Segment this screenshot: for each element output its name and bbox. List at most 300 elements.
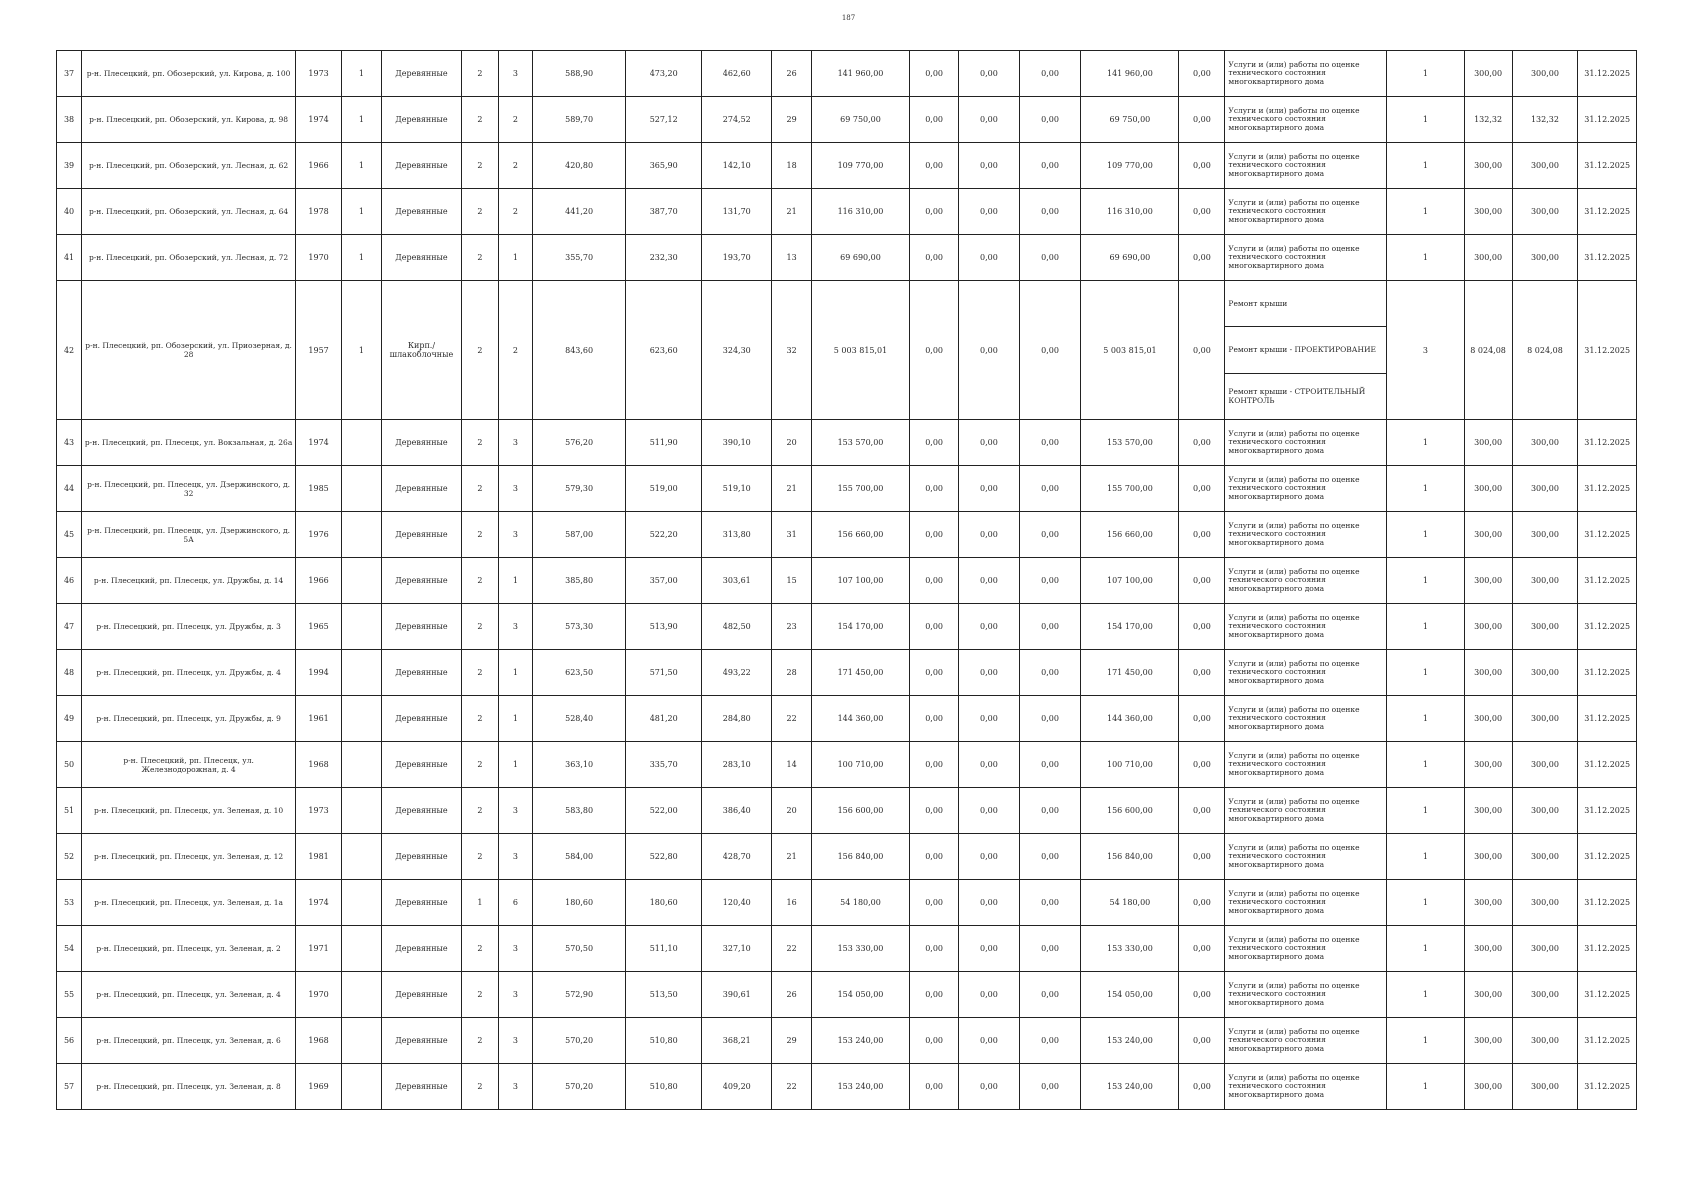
- cell-units: 1: [1387, 1064, 1464, 1110]
- cell-regional-budget: 0,00: [959, 97, 1020, 143]
- cell-total-area: 385,80: [533, 558, 626, 604]
- table-row: [57, 880, 1637, 926]
- cell-house-type: [342, 972, 382, 1018]
- cell-wall-material: Деревянные: [381, 143, 461, 189]
- cell-local-budget: 0,00: [1019, 926, 1081, 972]
- cell-residents-count: 21: [772, 466, 812, 512]
- cell-living-area: 511,10: [626, 926, 702, 972]
- cell-entrances-count: 2: [498, 281, 532, 420]
- cell-private-area: 142,10: [702, 143, 772, 189]
- cell-address: р-н. Плесецкий, рп. Плесецк, ул. Зеленая, д. 6: [82, 1018, 296, 1064]
- cell-works: Услуги и (или) работы по оценке технического состояния многоквартирного дома: [1225, 972, 1387, 1018]
- cell-cost-total: 5 003 815,01: [811, 281, 909, 420]
- cell-regional-budget: 0,00: [959, 420, 1020, 466]
- cell-wall-material: Деревянные: [381, 512, 461, 558]
- cell-fund-support: 0,00: [910, 1018, 959, 1064]
- cell-deadline: 31.12.2025: [1578, 512, 1637, 558]
- cell-other-sources: 0,00: [1179, 143, 1225, 189]
- cell-address: р-н. Плесецкий, рп. Плесецк, ул. Зеленая, д. 10: [82, 788, 296, 834]
- cell-regional-budget: 0,00: [959, 834, 1020, 880]
- cell-wall-material: Деревянные: [381, 51, 461, 97]
- cell-max-unit-cost: 8 024,08: [1512, 281, 1578, 420]
- cell-deadline: 31.12.2025: [1578, 51, 1637, 97]
- cell-residents-count: 29: [772, 97, 812, 143]
- cell-owners-funds: 154 170,00: [1081, 604, 1179, 650]
- cell-regional-budget: 0,00: [959, 880, 1020, 926]
- cell-cost-total: 141 960,00: [811, 51, 909, 97]
- cell-wall-material: Деревянные: [381, 742, 461, 788]
- cell-private-area: 303,61: [702, 558, 772, 604]
- cell-cost-total: 156 840,00: [811, 834, 909, 880]
- cell-private-area: 462,60: [702, 51, 772, 97]
- cell-address: р-н. Плесецкий, рп. Плесецк, ул. Дружбы, д. 3: [82, 604, 296, 650]
- cell-fund-support: 0,00: [910, 972, 959, 1018]
- cell-private-area: 274,52: [702, 97, 772, 143]
- cell-works: Услуги и (или) работы по оценке технического состояния многоквартирного дома: [1225, 696, 1387, 742]
- cell-living-area: 357,00: [626, 558, 702, 604]
- cell-house-type: 1: [342, 97, 382, 143]
- cell-house-type: [342, 834, 382, 880]
- cell-total-area: 572,90: [533, 972, 626, 1018]
- cell-deadline: 31.12.2025: [1578, 189, 1637, 235]
- cell-other-sources: 0,00: [1179, 604, 1225, 650]
- cell-unit-cost: 300,00: [1464, 143, 1512, 189]
- table-row: [57, 51, 1637, 97]
- table-row: [57, 1064, 1637, 1110]
- cell-total-area: 843,60: [533, 281, 626, 420]
- cell-fund-support: 0,00: [910, 834, 959, 880]
- cell-house-type: [342, 512, 382, 558]
- cell-house-type: 1: [342, 51, 382, 97]
- cell-cost-total: 100 710,00: [811, 742, 909, 788]
- cell-private-area: 313,80: [702, 512, 772, 558]
- cell-unit-cost: 300,00: [1464, 742, 1512, 788]
- cell-owners-funds: 107 100,00: [1081, 558, 1179, 604]
- cell-units: 1: [1387, 926, 1464, 972]
- cell-total-area: 573,30: [533, 604, 626, 650]
- cell-units: 1: [1387, 1018, 1464, 1064]
- cell-other-sources: 0,00: [1179, 696, 1225, 742]
- cell-other-sources: 0,00: [1179, 1018, 1225, 1064]
- cell-units: 1: [1387, 742, 1464, 788]
- cell-total-area: 589,70: [533, 97, 626, 143]
- cell-entrances-count: 1: [498, 696, 532, 742]
- cell-deadline: 31.12.2025: [1578, 834, 1637, 880]
- cell-wall-material: Деревянные: [381, 650, 461, 696]
- cell-house-type: [342, 880, 382, 926]
- cell-residents-count: 31: [772, 512, 812, 558]
- cell-living-area: 522,00: [626, 788, 702, 834]
- cell-max-unit-cost: 300,00: [1512, 143, 1578, 189]
- cell-works: [1225, 281, 1387, 420]
- cell-living-area: 510,80: [626, 1018, 702, 1064]
- cell-works: Услуги и (или) работы по оценке технического состояния многоквартирного дома: [1225, 650, 1387, 696]
- cell-fund-support: 0,00: [910, 143, 959, 189]
- cell-floors-count: 2: [462, 466, 499, 512]
- cell-units: 1: [1387, 420, 1464, 466]
- cell-max-unit-cost: 300,00: [1512, 1018, 1578, 1064]
- cell-residents-count: 23: [772, 604, 812, 650]
- cell-deadline: 31.12.2025: [1578, 420, 1637, 466]
- cell-works: Услуги и (или) работы по оценке технического состояния многоквартирного дома: [1225, 834, 1387, 880]
- cell-fund-support: 0,00: [910, 558, 959, 604]
- cell-works: Услуги и (или) работы по оценке технического состояния многоквартирного дома: [1225, 189, 1387, 235]
- cell-other-sources: 0,00: [1179, 834, 1225, 880]
- cell-wall-material: Деревянные: [381, 604, 461, 650]
- cell-deadline: 31.12.2025: [1578, 926, 1637, 972]
- cell-row-number: 40: [57, 189, 82, 235]
- cell-max-unit-cost: 300,00: [1512, 696, 1578, 742]
- cell-wall-material: Кирп./шлакоблочные: [381, 281, 461, 420]
- cell-year-built: 1974: [296, 420, 342, 466]
- cell-units: 1: [1387, 97, 1464, 143]
- cell-year-built: 1978: [296, 189, 342, 235]
- cell-cost-total: 144 360,00: [811, 696, 909, 742]
- table-row: [57, 143, 1637, 189]
- cell-residents-count: 14: [772, 742, 812, 788]
- cell-cost-total: 154 170,00: [811, 604, 909, 650]
- cell-row-number: 43: [57, 420, 82, 466]
- cell-house-type: 1: [342, 143, 382, 189]
- cell-other-sources: 0,00: [1179, 420, 1225, 466]
- cell-total-area: 576,20: [533, 420, 626, 466]
- cell-regional-budget: 0,00: [959, 926, 1020, 972]
- table-row: [57, 420, 1637, 466]
- cell-local-budget: 0,00: [1019, 650, 1081, 696]
- cell-regional-budget: 0,00: [959, 742, 1020, 788]
- cell-entrances-count: 1: [498, 650, 532, 696]
- cell-unit-cost: 300,00: [1464, 696, 1512, 742]
- cell-year-built: 1961: [296, 696, 342, 742]
- cell-fund-support: 0,00: [910, 696, 959, 742]
- cell-regional-budget: 0,00: [959, 466, 1020, 512]
- cell-regional-budget: 0,00: [959, 235, 1020, 281]
- cell-regional-budget: 0,00: [959, 558, 1020, 604]
- cell-other-sources: 0,00: [1179, 51, 1225, 97]
- cell-regional-budget: 0,00: [959, 512, 1020, 558]
- cell-wall-material: Деревянные: [381, 558, 461, 604]
- cell-unit-cost: 132,32: [1464, 97, 1512, 143]
- cell-private-area: 193,70: [702, 235, 772, 281]
- cell-max-unit-cost: 300,00: [1512, 512, 1578, 558]
- cell-unit-cost: 300,00: [1464, 420, 1512, 466]
- cell-owners-funds: 153 240,00: [1081, 1018, 1179, 1064]
- cell-wall-material: Деревянные: [381, 972, 461, 1018]
- cell-entrances-count: 3: [498, 972, 532, 1018]
- cell-living-area: 180,60: [626, 880, 702, 926]
- table-row: [57, 604, 1637, 650]
- cell-address: р-н. Плесецкий, рп. Плесецк, ул. Зеленая, д. 8: [82, 1064, 296, 1110]
- cell-units: 1: [1387, 558, 1464, 604]
- cell-owners-funds: 141 960,00: [1081, 51, 1179, 97]
- cell-private-area: 324,30: [702, 281, 772, 420]
- cell-other-sources: 0,00: [1179, 972, 1225, 1018]
- cell-residents-count: 22: [772, 696, 812, 742]
- cell-house-type: [342, 558, 382, 604]
- cell-max-unit-cost: 300,00: [1512, 972, 1578, 1018]
- cell-entrances-count: 3: [498, 926, 532, 972]
- cell-regional-budget: 0,00: [959, 51, 1020, 97]
- cell-cost-total: 156 600,00: [811, 788, 909, 834]
- cell-units: 1: [1387, 512, 1464, 558]
- cell-residents-count: 15: [772, 558, 812, 604]
- cell-cost-total: 109 770,00: [811, 143, 909, 189]
- cell-residents-count: 28: [772, 650, 812, 696]
- cell-works: Услуги и (или) работы по оценке технического состояния многоквартирного дома: [1225, 742, 1387, 788]
- cell-wall-material: Деревянные: [381, 788, 461, 834]
- cell-living-area: 335,70: [626, 742, 702, 788]
- cell-entrances-count: 3: [498, 51, 532, 97]
- cell-max-unit-cost: 300,00: [1512, 51, 1578, 97]
- cell-max-unit-cost: 300,00: [1512, 926, 1578, 972]
- cell-residents-count: 22: [772, 926, 812, 972]
- cell-fund-support: 0,00: [910, 281, 959, 420]
- cell-max-unit-cost: 300,00: [1512, 189, 1578, 235]
- cell-year-built: 1974: [296, 97, 342, 143]
- cell-total-area: 570,20: [533, 1018, 626, 1064]
- cell-floors-count: 2: [462, 604, 499, 650]
- cell-year-built: 1973: [296, 51, 342, 97]
- cell-house-type: 1: [342, 189, 382, 235]
- cell-fund-support: 0,00: [910, 466, 959, 512]
- cell-regional-budget: 0,00: [959, 1018, 1020, 1064]
- cell-row-number: 46: [57, 558, 82, 604]
- page-number: 187: [841, 14, 856, 22]
- cell-max-unit-cost: 132,32: [1512, 97, 1578, 143]
- cell-fund-support: 0,00: [910, 650, 959, 696]
- cell-private-area: 482,50: [702, 604, 772, 650]
- cell-year-built: 1976: [296, 512, 342, 558]
- cell-wall-material: Деревянные: [381, 189, 461, 235]
- table-row: [57, 97, 1637, 143]
- cell-owners-funds: 153 570,00: [1081, 420, 1179, 466]
- cell-year-built: 1968: [296, 1018, 342, 1064]
- cell-other-sources: 0,00: [1179, 466, 1225, 512]
- cell-private-area: 120,40: [702, 880, 772, 926]
- work-item: Ремонт крыши - ПРОЕКТИРОВАНИЕ: [1225, 327, 1386, 373]
- cell-residents-count: 29: [772, 1018, 812, 1064]
- cell-row-number: 54: [57, 926, 82, 972]
- table-row: [57, 696, 1637, 742]
- cell-fund-support: 0,00: [910, 235, 959, 281]
- cell-cost-total: 69 750,00: [811, 97, 909, 143]
- cell-max-unit-cost: 300,00: [1512, 604, 1578, 650]
- cell-wall-material: Деревянные: [381, 696, 461, 742]
- cell-floors-count: 2: [462, 235, 499, 281]
- cell-address: р-н. Плесецкий, рп. Обозерский, ул. Лесная, д. 72: [82, 235, 296, 281]
- cell-address: р-н. Плесецкий, рп. Плесецк, ул. Дружбы, д. 4: [82, 650, 296, 696]
- cell-year-built: 1957: [296, 281, 342, 420]
- cell-works: Услуги и (или) работы по оценке технического состояния многоквартирного дома: [1225, 1018, 1387, 1064]
- cell-row-number: 45: [57, 512, 82, 558]
- cell-entrances-count: 3: [498, 604, 532, 650]
- cell-local-budget: 0,00: [1019, 143, 1081, 189]
- table-row: [57, 512, 1637, 558]
- cell-local-budget: 0,00: [1019, 604, 1081, 650]
- cell-living-area: 473,20: [626, 51, 702, 97]
- cell-private-area: 283,10: [702, 742, 772, 788]
- cell-address: р-н. Плесецкий, рп. Обозерский, ул. Кирова, д. 100: [82, 51, 296, 97]
- cell-units: 1: [1387, 51, 1464, 97]
- cell-owners-funds: 100 710,00: [1081, 742, 1179, 788]
- cell-local-budget: 0,00: [1019, 558, 1081, 604]
- cell-cost-total: 107 100,00: [811, 558, 909, 604]
- cell-address: р-н. Плесецкий, рп. Плесецк, ул. Зеленая, д. 4: [82, 972, 296, 1018]
- cell-works: Услуги и (или) работы по оценке технического состояния многоквартирного дома: [1225, 420, 1387, 466]
- cell-unit-cost: 300,00: [1464, 926, 1512, 972]
- cell-total-area: 588,90: [533, 51, 626, 97]
- cell-owners-funds: 156 660,00: [1081, 512, 1179, 558]
- cell-max-unit-cost: 300,00: [1512, 880, 1578, 926]
- cell-house-type: [342, 1018, 382, 1064]
- cell-house-type: [342, 926, 382, 972]
- table-row: [57, 281, 1637, 420]
- cell-floors-count: 2: [462, 420, 499, 466]
- cell-address: р-н. Плесецкий, рп. Обозерский, ул. Кирова, д. 98: [82, 97, 296, 143]
- cell-other-sources: 0,00: [1179, 650, 1225, 696]
- cell-local-budget: 0,00: [1019, 696, 1081, 742]
- cell-private-area: 390,61: [702, 972, 772, 1018]
- cell-year-built: 1971: [296, 926, 342, 972]
- cell-deadline: 31.12.2025: [1578, 788, 1637, 834]
- table-row: [57, 926, 1637, 972]
- cell-total-area: 579,30: [533, 466, 626, 512]
- cell-regional-budget: 0,00: [959, 189, 1020, 235]
- cell-living-area: 365,90: [626, 143, 702, 189]
- cell-private-area: 327,10: [702, 926, 772, 972]
- cell-fund-support: 0,00: [910, 51, 959, 97]
- cell-entrances-count: 3: [498, 1064, 532, 1110]
- cell-year-built: 1974: [296, 880, 342, 926]
- cell-residents-count: 21: [772, 189, 812, 235]
- cell-address: р-н. Плесецкий, рп. Обозерский, ул. Лесная, д. 62: [82, 143, 296, 189]
- cell-deadline: 31.12.2025: [1578, 972, 1637, 1018]
- cell-entrances-count: 3: [498, 1018, 532, 1064]
- cell-local-budget: 0,00: [1019, 420, 1081, 466]
- cell-units: 3: [1387, 281, 1464, 420]
- cell-local-budget: 0,00: [1019, 466, 1081, 512]
- cell-year-built: 1981: [296, 834, 342, 880]
- cell-works: Услуги и (или) работы по оценке технического состояния многоквартирного дома: [1225, 143, 1387, 189]
- cell-address: р-н. Плесецкий, рп. Плесецк, ул. Железнодорожная, д. 4: [82, 742, 296, 788]
- table-row: [57, 742, 1637, 788]
- cell-living-area: 481,20: [626, 696, 702, 742]
- cell-wall-material: Деревянные: [381, 97, 461, 143]
- cell-unit-cost: 300,00: [1464, 1018, 1512, 1064]
- cell-regional-budget: 0,00: [959, 281, 1020, 420]
- cell-unit-cost: 8 024,08: [1464, 281, 1512, 420]
- cell-row-number: 38: [57, 97, 82, 143]
- cell-entrances-count: 1: [498, 235, 532, 281]
- cell-other-sources: 0,00: [1179, 97, 1225, 143]
- cell-house-type: [342, 420, 382, 466]
- cell-local-budget: 0,00: [1019, 189, 1081, 235]
- cell-house-type: [342, 696, 382, 742]
- cell-house-type: 1: [342, 235, 382, 281]
- cell-owners-funds: 69 690,00: [1081, 235, 1179, 281]
- cell-unit-cost: 300,00: [1464, 788, 1512, 834]
- cell-works: Услуги и (или) работы по оценке технического состояния многоквартирного дома: [1225, 97, 1387, 143]
- cell-entrances-count: 1: [498, 742, 532, 788]
- cell-unit-cost: 300,00: [1464, 972, 1512, 1018]
- cell-local-budget: 0,00: [1019, 834, 1081, 880]
- cell-row-number: 57: [57, 1064, 82, 1110]
- cell-cost-total: 116 310,00: [811, 189, 909, 235]
- cell-year-built: 1994: [296, 650, 342, 696]
- cell-other-sources: 0,00: [1179, 281, 1225, 420]
- cell-residents-count: 20: [772, 788, 812, 834]
- cell-floors-count: 2: [462, 834, 499, 880]
- cell-local-budget: 0,00: [1019, 1064, 1081, 1110]
- cell-row-number: 51: [57, 788, 82, 834]
- cell-cost-total: 54 180,00: [811, 880, 909, 926]
- cell-year-built: 1970: [296, 972, 342, 1018]
- work-item: Ремонт крыши: [1225, 281, 1386, 327]
- cell-entrances-count: 6: [498, 880, 532, 926]
- cell-total-area: 355,70: [533, 235, 626, 281]
- cell-owners-funds: 144 360,00: [1081, 696, 1179, 742]
- cell-wall-material: Деревянные: [381, 1018, 461, 1064]
- cell-floors-count: 2: [462, 696, 499, 742]
- cell-cost-total: 156 660,00: [811, 512, 909, 558]
- cell-total-area: 180,60: [533, 880, 626, 926]
- cell-works: Услуги и (или) работы по оценке технического состояния многоквартирного дома: [1225, 558, 1387, 604]
- cell-works: Услуги и (или) работы по оценке технического состояния многоквартирного дома: [1225, 466, 1387, 512]
- cell-cost-total: 153 570,00: [811, 420, 909, 466]
- cell-other-sources: 0,00: [1179, 926, 1225, 972]
- cell-residents-count: 16: [772, 880, 812, 926]
- cell-wall-material: Деревянные: [381, 880, 461, 926]
- cell-unit-cost: 300,00: [1464, 880, 1512, 926]
- cell-owners-funds: 156 840,00: [1081, 834, 1179, 880]
- cell-other-sources: 0,00: [1179, 235, 1225, 281]
- cell-units: 1: [1387, 189, 1464, 235]
- cell-row-number: 42: [57, 281, 82, 420]
- cell-house-type: [342, 788, 382, 834]
- cell-works: Услуги и (или) работы по оценке технического состояния многоквартирного дома: [1225, 235, 1387, 281]
- cell-residents-count: 26: [772, 51, 812, 97]
- cell-living-area: 513,90: [626, 604, 702, 650]
- cell-units: 1: [1387, 650, 1464, 696]
- cell-max-unit-cost: 300,00: [1512, 742, 1578, 788]
- cell-total-area: 583,80: [533, 788, 626, 834]
- cell-floors-count: 2: [462, 650, 499, 696]
- cell-floors-count: 2: [462, 189, 499, 235]
- cell-works: Услуги и (или) работы по оценке технического состояния многоквартирного дома: [1225, 788, 1387, 834]
- cell-other-sources: 0,00: [1179, 512, 1225, 558]
- cell-deadline: 31.12.2025: [1578, 143, 1637, 189]
- cell-local-budget: 0,00: [1019, 788, 1081, 834]
- cell-wall-material: Деревянные: [381, 466, 461, 512]
- cell-wall-material: Деревянные: [381, 420, 461, 466]
- cell-owners-funds: 153 240,00: [1081, 1064, 1179, 1110]
- cell-owners-funds: 116 310,00: [1081, 189, 1179, 235]
- cell-entrances-count: 3: [498, 788, 532, 834]
- cell-year-built: 1966: [296, 143, 342, 189]
- cell-unit-cost: 300,00: [1464, 51, 1512, 97]
- cell-living-area: 571,50: [626, 650, 702, 696]
- cell-cost-total: 154 050,00: [811, 972, 909, 1018]
- cell-private-area: 428,70: [702, 834, 772, 880]
- cell-address: р-н. Плесецкий, рп. Плесецк, ул. Дзержинского, д. 32: [82, 466, 296, 512]
- cell-floors-count: 2: [462, 97, 499, 143]
- cell-residents-count: 26: [772, 972, 812, 1018]
- cell-other-sources: 0,00: [1179, 558, 1225, 604]
- cell-floors-count: 2: [462, 512, 499, 558]
- cell-house-type: [342, 466, 382, 512]
- cell-living-area: 511,90: [626, 420, 702, 466]
- cell-year-built: 1966: [296, 558, 342, 604]
